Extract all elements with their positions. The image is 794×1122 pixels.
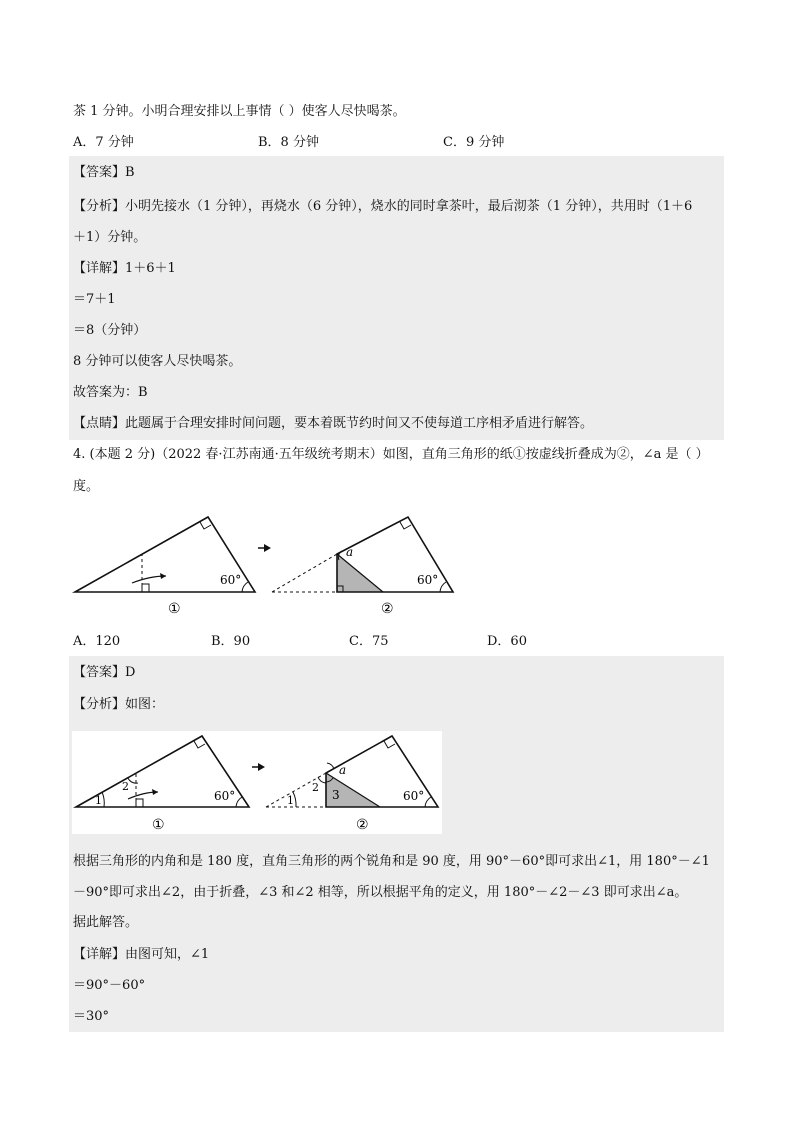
q4-folding-figure xyxy=(70,510,470,620)
q3-option-b: B．8 分钟 xyxy=(258,135,319,150)
analysis-angle-1-label: 1 xyxy=(95,794,102,807)
analysis-angle-a-label: a xyxy=(339,763,347,777)
question-4-stem-line-1: 4. (本题 2 分)（2022 春·江苏南通·五年级统考期末）如图，直角三角形的纸①按虚线折叠成为②，∠a 是（ ） xyxy=(73,447,709,462)
q4-detail-line-2: ＝90°－60° xyxy=(73,978,146,993)
q3-detail-line-4: 8 分钟可以使客人尽快喝茶。 xyxy=(73,354,242,369)
q3-answer: 【答案】B xyxy=(73,165,135,180)
q4-option-d: D．60 xyxy=(487,634,527,649)
q3-detail-line-3: ＝8（分钟） xyxy=(73,323,147,338)
q3-comment: 【点睛】此题属于合理安排时间问题，要本着既节约时间又不使每道工序相矛盾进行解答。 xyxy=(73,416,594,431)
q3-detail-line-2: ＝7＋1 xyxy=(73,292,116,307)
q4-detail-line-1: 【详解】由图可知，∠1 xyxy=(73,947,210,962)
q3-option-c: C．9 分钟 xyxy=(443,135,505,150)
q3-detail-line-5: 故答案为：B xyxy=(73,385,148,400)
analysis-triangle-2-angle-label: 60° xyxy=(403,789,425,803)
q4-detail-line-3: ＝30° xyxy=(73,1009,110,1024)
q4-analysis-line-1: 根据三角形的内角和是 180 度，直角三角形的两个锐角和是 90 度，用 90°－60°即可求出∠1，用 180°－∠1 xyxy=(73,854,710,869)
q3-detail-line-1: 【详解】1＋6＋1 xyxy=(73,261,176,276)
triangle-1-angle-label: 60° xyxy=(220,573,242,587)
analysis-angle-2b-label: 2 xyxy=(312,781,319,794)
analysis-angle-1b-label: 1 xyxy=(287,794,294,807)
figure-label-1: ① xyxy=(168,601,181,617)
arrow-icon xyxy=(258,544,271,552)
analysis-angle-2-label: 2 xyxy=(122,780,129,793)
question-4-stem-line-2: 度。 xyxy=(73,479,100,494)
q4-option-b: B．90 xyxy=(211,634,251,649)
q4-solution-panel xyxy=(69,656,724,1032)
question-3-stem-tail: 茶 1 分钟。小明合理安排以上事情（ ）使客人尽快喝茶。 xyxy=(73,104,406,119)
q4-analysis-figure xyxy=(72,731,442,834)
triangle-1 xyxy=(75,517,255,617)
q3-analysis-line-1: 【分析】小明先接水（1 分钟），再烧水（6 分钟），烧水的同时拿茶叶，最后沏茶（1 分钟），共用时（1＋6 xyxy=(73,199,693,214)
q4-analysis-line-2: －90°即可求出∠2，由于折叠，∠3 和∠2 相等，所以根据平角的定义，用 180°－∠2－∠3 即可求出∠a。 xyxy=(73,885,688,900)
triangle-2-angle-label: 60° xyxy=(417,573,439,587)
figure-label-2: ② xyxy=(381,601,394,617)
q4-answer: 【答案】D xyxy=(73,665,136,680)
q4-option-a: A．120 xyxy=(73,634,121,649)
q3-analysis-line-2: ＋1）分钟。 xyxy=(73,230,147,245)
angle-a-label: a xyxy=(346,545,354,559)
analysis-figure-label-1: ① xyxy=(152,817,165,833)
q4-option-c: C．75 xyxy=(349,634,389,649)
triangle-2 xyxy=(272,517,453,617)
q3-option-a: A．7 分钟 xyxy=(73,135,134,150)
analysis-figure-label-2: ② xyxy=(356,817,369,833)
analysis-angle-3-label: 3 xyxy=(332,788,340,802)
q4-analysis-head: 【分析】如图： xyxy=(73,697,165,712)
q4-analysis-line-3: 据此解答。 xyxy=(73,915,139,930)
analysis-triangle-1-angle-label: 60° xyxy=(214,789,236,803)
